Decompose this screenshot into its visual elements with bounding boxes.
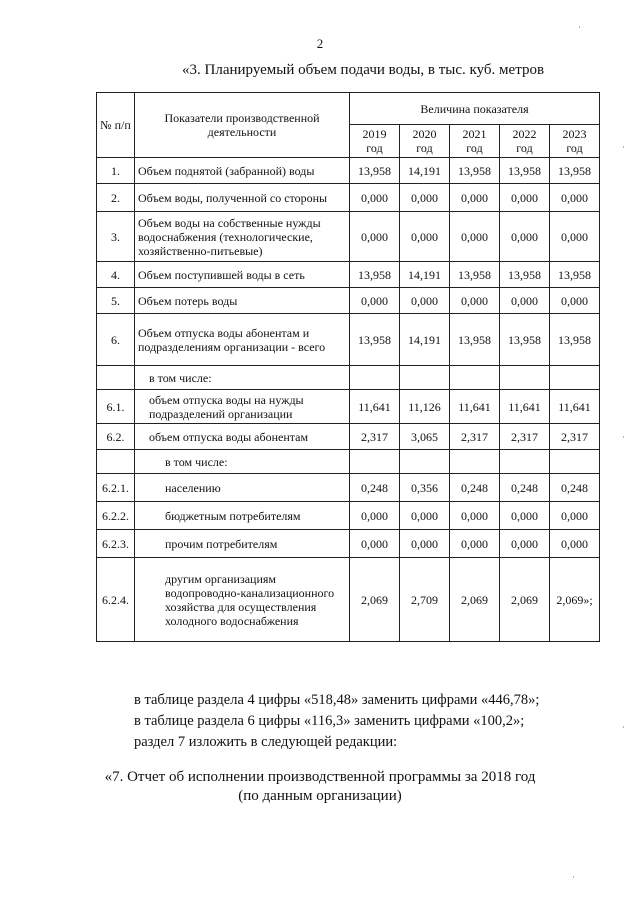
row-value: 0,000 [400,502,450,530]
row-value: 0,000 [450,288,500,314]
row-value: 13,958 [350,158,400,184]
row-number: 6.1. [97,390,135,424]
row-number: 3. [97,212,135,262]
row-value: 0,000 [550,530,600,558]
row-number: 6.2.2. [97,502,135,530]
row-value: 2,317 [350,424,400,450]
section7-heading-line: «7. Отчет об исполнении производственной программы за 2018 год [104,769,536,785]
row-value: 0,000 [350,502,400,530]
row-value: 0,356 [400,474,450,502]
row-number: 5. [97,288,135,314]
row-value: 14,191 [400,262,450,288]
row-value: 13,958 [550,262,600,288]
scan-mark: · [622,142,625,152]
header-year: 2023 год [550,125,600,158]
row-value: 2,069 [500,558,550,642]
section7-heading [0,768,640,806]
row-indicator: прочим потребителям [135,530,350,558]
header-year: 2021 год [450,125,500,158]
page-number: 2 [316,36,324,51]
row-indicator: Объем потерь воды [135,288,350,314]
row-indicator: бюджетным потребителям [135,502,350,530]
row-value: 0,000 [550,502,600,530]
row-number [97,366,135,390]
table-row [97,314,600,366]
row-value: 11,641 [500,390,550,424]
row-value [350,450,400,474]
row-value: 0,000 [550,288,600,314]
table-row [97,424,600,450]
row-value: 2,317 [550,424,600,450]
table-row [97,558,600,642]
scan-mark: · [622,432,625,442]
row-value: 2,069 [350,558,400,642]
row-number: 1. [97,158,135,184]
row-value: 0,000 [450,530,500,558]
amendment-paragraph: раздел 7 изложить в следующей редакции: [134,734,398,750]
row-value: 13,958 [500,262,550,288]
row-value: 0,000 [350,530,400,558]
row-number: 6.2. [97,424,135,450]
table-row [97,530,600,558]
row-value [550,366,600,390]
row-number: 6.2.3. [97,530,135,558]
row-value [400,366,450,390]
water-supply-table [96,92,600,642]
table-row [97,212,600,262]
row-value [500,366,550,390]
row-value: 13,958 [500,314,550,366]
row-indicator: Объем поступившей воды в сеть [135,262,350,288]
table-row [97,390,600,424]
row-value: 2,317 [450,424,500,450]
row-value: 0,248 [550,474,600,502]
row-value [400,450,450,474]
row-number: 2. [97,184,135,212]
table-title: «3. Планируемый объем подачи воды, в тыс. куб. метров [182,62,545,78]
row-indicator: в том числе: [135,366,350,390]
row-value: 13,958 [550,314,600,366]
header-year: 2019 год [350,125,400,158]
row-value: 2,069»; [550,558,600,642]
row-number: 4. [97,262,135,288]
row-value: 11,126 [400,390,450,424]
row-value [550,450,600,474]
row-value: 2,069 [450,558,500,642]
row-value: 13,958 [450,314,500,366]
section7-heading-line: (по данным организации) [238,788,402,804]
row-value: 0,000 [350,184,400,212]
row-value: 2,317 [500,424,550,450]
row-value: 0,248 [350,474,400,502]
row-value: 11,641 [350,390,400,424]
row-value: 2,709 [400,558,450,642]
row-value: 13,958 [350,262,400,288]
row-number [97,450,135,474]
row-value: 0,000 [500,184,550,212]
header-value-group: Величина показателя [350,93,600,125]
table-row [97,184,600,212]
row-value: 13,958 [450,158,500,184]
row-value: 11,641 [450,390,500,424]
table-row [97,366,600,390]
row-value: 0,000 [500,502,550,530]
row-value: 0,000 [400,184,450,212]
table-row [97,288,600,314]
row-indicator: Объем воды на собственные нужды водоснабжения (технологические, хозяйственно-питьевые) [135,212,350,262]
row-indicator: объем отпуска воды абонентам [135,424,350,450]
scan-mark: · [578,22,581,32]
row-value: 0,000 [550,212,600,262]
row-value: 0,000 [450,184,500,212]
header-indicator: Показатели производственной деятельности [135,93,350,158]
row-value: 13,958 [550,158,600,184]
row-value: 0,000 [350,288,400,314]
row-indicator: населению [135,474,350,502]
row-value: 0,000 [500,288,550,314]
row-indicator: другим организациям водопроводно-канализационного хозяйства для осуществления холодного водоснабжения [135,558,350,642]
row-value: 3,065 [400,424,450,450]
row-value: 0,000 [450,212,500,262]
row-number: 6.2.1. [97,474,135,502]
row-number: 6. [97,314,135,366]
table-row [97,502,600,530]
row-value: 0,000 [350,212,400,262]
row-value [500,450,550,474]
row-indicator: Объем поднятой (забранной) воды [135,158,350,184]
row-value [350,366,400,390]
row-value [450,450,500,474]
row-value: 0,000 [400,212,450,262]
row-indicator: Объем воды, полученной со стороны [135,184,350,212]
row-value: 0,000 [400,288,450,314]
row-indicator: объем отпуска воды на нужды подразделений организации [135,390,350,424]
header-year: 2020 год [400,125,450,158]
row-value: 13,958 [450,262,500,288]
row-value: 0,000 [450,502,500,530]
row-value: 14,191 [400,314,450,366]
row-value: 0,000 [400,530,450,558]
row-value: 13,958 [500,158,550,184]
amendment-paragraph: в таблице раздела 4 цифры «518,48» заменить цифрами «446,78»; [134,692,540,708]
row-value: 0,000 [500,212,550,262]
row-value: 0,000 [500,530,550,558]
row-indicator: в том числе: [135,450,350,474]
row-value: 13,958 [350,314,400,366]
table-row [97,158,600,184]
scan-mark: · [572,872,575,882]
row-number: 6.2.4. [97,558,135,642]
table-row [97,474,600,502]
row-value: 14,191 [400,158,450,184]
row-value: 11,641 [550,390,600,424]
amendment-paragraph: в таблице раздела 6 цифры «116,3» заменить цифрами «100,2»; [134,713,525,729]
table-row [97,450,600,474]
header-year: 2022 год [500,125,550,158]
row-value: 0,248 [500,474,550,502]
row-indicator: Объем отпуска воды абонентам и подразделениям организации - всего [135,314,350,366]
table-row [97,262,600,288]
row-value: 0,000 [550,184,600,212]
row-value [450,366,500,390]
header-num: № п/п [97,93,135,158]
scan-mark: · [622,722,625,732]
row-value: 0,248 [450,474,500,502]
